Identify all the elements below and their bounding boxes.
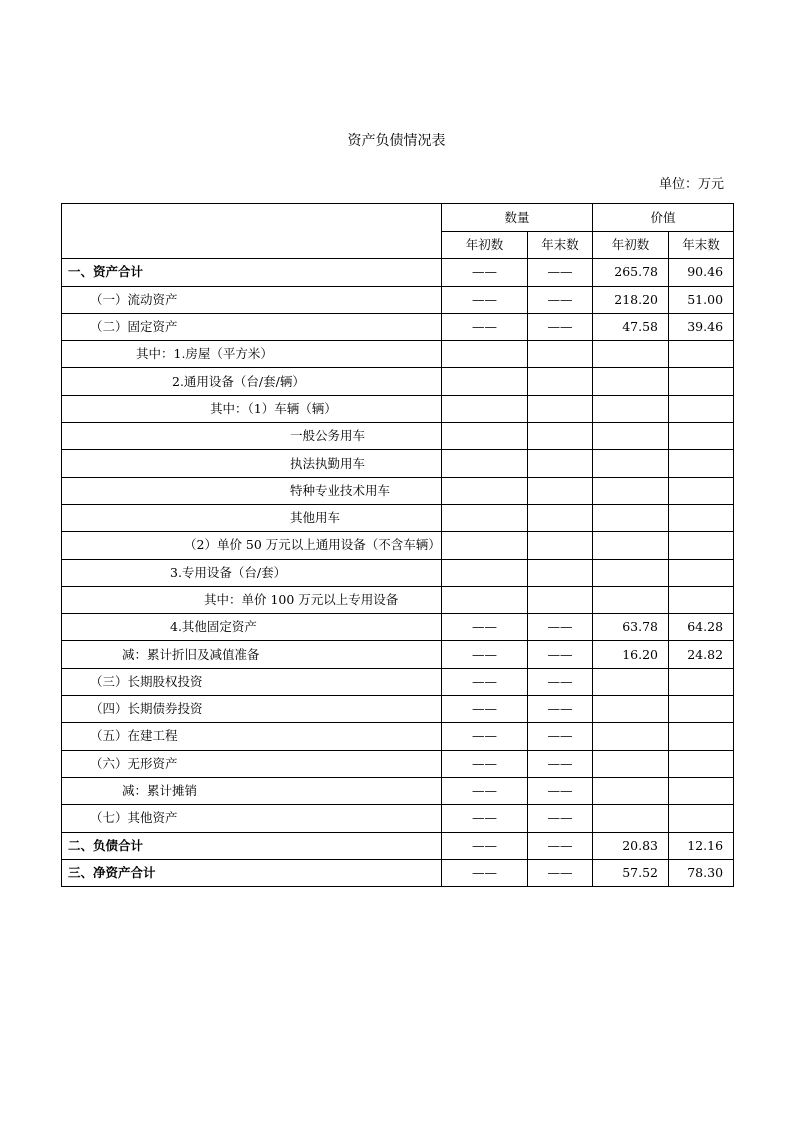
quantity-year-end-cell: ——: [528, 750, 593, 777]
value-year-start-cell: [593, 423, 669, 450]
row-label: 执法执勤用车: [62, 450, 442, 477]
table-header: [62, 204, 734, 259]
table-row: [62, 832, 734, 859]
quantity-year-end-cell: [528, 559, 593, 586]
value-year-end-cell: 24.82: [669, 641, 734, 668]
quantity-year-start-cell: ——: [442, 286, 528, 313]
value-year-start-cell: [593, 668, 669, 695]
row-label: 2.通用设备（台/套/辆）: [62, 368, 442, 395]
value-year-start-cell: 63.78: [593, 614, 669, 641]
quantity-year-end-cell: ——: [528, 668, 593, 695]
value-year-end-cell: 64.28: [669, 614, 734, 641]
table-row: [62, 313, 734, 340]
quantity-year-start-cell: [442, 504, 528, 531]
table-row: [62, 395, 734, 422]
quantity-year-start-cell: [442, 341, 528, 368]
value-year-end-cell: [669, 668, 734, 695]
quantity-year-start-cell: ——: [442, 723, 528, 750]
value-year-start-cell: [593, 450, 669, 477]
quantity-year-start-cell: [442, 395, 528, 422]
value-year-end-cell: 51.00: [669, 286, 734, 313]
row-label: 其中：单价 100 万元以上专用设备: [62, 586, 442, 613]
table-row: [62, 504, 734, 531]
quantity-year-start-cell: ——: [442, 805, 528, 832]
quantity-year-end-cell: [528, 532, 593, 559]
row-label: 减：累计折旧及减值准备: [62, 641, 442, 668]
value-year-start-cell: [593, 559, 669, 586]
value-year-start-cell: [593, 777, 669, 804]
row-label: （五）在建工程: [62, 723, 442, 750]
table-row: [62, 805, 734, 832]
quantity-year-start-cell: ——: [442, 777, 528, 804]
table-row: [62, 641, 734, 668]
row-label: （七）其他资产: [62, 805, 442, 832]
value-year-end-cell: [669, 368, 734, 395]
quantity-year-end-cell: ——: [528, 286, 593, 313]
value-year-end-cell: [669, 559, 734, 586]
quantity-year-end-cell: [528, 341, 593, 368]
quantity-year-start-cell: [442, 450, 528, 477]
row-label: 一般公务用车: [62, 423, 442, 450]
quantity-year-end-cell: [528, 423, 593, 450]
quantity-year-start-cell: [442, 423, 528, 450]
quantity-year-end-cell: ——: [528, 777, 593, 804]
value-year-start-cell: 20.83: [593, 832, 669, 859]
quantity-year-start-cell: [442, 532, 528, 559]
value-year-end-cell: [669, 504, 734, 531]
quantity-year-end-cell: [528, 477, 593, 504]
row-label: 3.专用设备（台/套）: [62, 559, 442, 586]
row-label: 其中：（1）车辆（辆）: [62, 395, 442, 422]
value-year-end-cell: [669, 395, 734, 422]
value-year-end-cell: [669, 532, 734, 559]
page-title: 资产负债情况表: [347, 133, 446, 149]
quantity-year-end-cell: ——: [528, 696, 593, 723]
quantity-year-end-cell: ——: [528, 614, 593, 641]
table-row: [62, 859, 734, 886]
header-quantity-year-end: 年末数: [528, 232, 593, 259]
quantity-year-start-cell: ——: [442, 641, 528, 668]
value-year-end-cell: 39.46: [669, 313, 734, 340]
quantity-year-end-cell: [528, 504, 593, 531]
table-row: [62, 614, 734, 641]
value-year-start-cell: 218.20: [593, 286, 669, 313]
value-year-end-cell: [669, 586, 734, 613]
quantity-year-end-cell: ——: [528, 641, 593, 668]
row-label: （2）单价 50 万元以上通用设备（不含车辆）: [62, 532, 442, 559]
table-row: [62, 477, 734, 504]
quantity-year-end-cell: [528, 395, 593, 422]
row-label: （六）无形资产: [62, 750, 442, 777]
quantity-year-start-cell: ——: [442, 750, 528, 777]
row-label: 4.其他固定资产: [62, 614, 442, 641]
table-row: [62, 368, 734, 395]
quantity-year-start-cell: [442, 559, 528, 586]
row-label: 三、净资产合计: [62, 859, 442, 886]
table-row: [62, 586, 734, 613]
value-year-start-cell: [593, 368, 669, 395]
quantity-year-end-cell: [528, 368, 593, 395]
table-row: [62, 723, 734, 750]
table-row: [62, 696, 734, 723]
table-row: [62, 532, 734, 559]
row-label: 减：累计摊销: [62, 777, 442, 804]
value-year-start-cell: 265.78: [593, 259, 669, 286]
row-label: 二、负债合计: [62, 832, 442, 859]
row-label: 一、资产合计: [62, 259, 442, 286]
value-year-start-cell: 57.52: [593, 859, 669, 886]
value-year-end-cell: [669, 450, 734, 477]
quantity-year-end-cell: ——: [528, 805, 593, 832]
row-label: （三）长期股权投资: [62, 668, 442, 695]
table-row: [62, 668, 734, 695]
table-row: [62, 777, 734, 804]
value-year-end-cell: [669, 805, 734, 832]
value-year-start-cell: [593, 504, 669, 531]
quantity-year-end-cell: ——: [528, 259, 593, 286]
balance-sheet-table: [61, 203, 734, 887]
header-blank-cell: [62, 204, 442, 259]
row-label: （二）固定资产: [62, 313, 442, 340]
quantity-year-start-cell: ——: [442, 614, 528, 641]
value-year-end-cell: 12.16: [669, 832, 734, 859]
value-year-end-cell: [669, 723, 734, 750]
value-year-end-cell: [669, 696, 734, 723]
quantity-year-start-cell: ——: [442, 859, 528, 886]
quantity-year-start-cell: ——: [442, 696, 528, 723]
value-year-start-cell: [593, 696, 669, 723]
quantity-year-end-cell: ——: [528, 313, 593, 340]
value-year-start-cell: 47.58: [593, 313, 669, 340]
quantity-year-end-cell: ——: [528, 832, 593, 859]
quantity-year-end-cell: ——: [528, 723, 593, 750]
row-label: （一）流动资产: [62, 286, 442, 313]
quantity-year-start-cell: ——: [442, 313, 528, 340]
value-year-end-cell: [669, 341, 734, 368]
table-row: [62, 423, 734, 450]
unit-label: 单位：万元: [658, 177, 724, 192]
header-value-year-end: 年末数: [669, 232, 734, 259]
value-year-start-cell: [593, 477, 669, 504]
value-year-start-cell: [593, 750, 669, 777]
value-year-end-cell: 90.46: [669, 259, 734, 286]
quantity-year-start-cell: ——: [442, 668, 528, 695]
quantity-year-start-cell: [442, 477, 528, 504]
value-year-start-cell: [593, 723, 669, 750]
header-quantity-year-start: 年初数: [442, 232, 528, 259]
value-year-start-cell: [593, 805, 669, 832]
quantity-year-end-cell: ——: [528, 859, 593, 886]
value-year-start-cell: [593, 532, 669, 559]
quantity-year-end-cell: [528, 450, 593, 477]
table-row: [62, 559, 734, 586]
header-value: 价值: [593, 204, 734, 232]
table-row: [62, 259, 734, 286]
value-year-end-cell: [669, 477, 734, 504]
row-label: 其中：1.房屋（平方米）: [62, 341, 442, 368]
table-body: [62, 259, 734, 887]
header-value-year-start: 年初数: [593, 232, 669, 259]
row-label: 特种专业技术用车: [62, 477, 442, 504]
quantity-year-end-cell: [528, 586, 593, 613]
value-year-end-cell: 78.30: [669, 859, 734, 886]
table-row: [62, 750, 734, 777]
value-year-start-cell: [593, 341, 669, 368]
value-year-end-cell: [669, 423, 734, 450]
quantity-year-start-cell: ——: [442, 832, 528, 859]
value-year-end-cell: [669, 750, 734, 777]
header-quantity: 数量: [442, 204, 593, 232]
table-row: [62, 341, 734, 368]
value-year-start-cell: [593, 586, 669, 613]
value-year-start-cell: 16.20: [593, 641, 669, 668]
row-label: （四）长期债券投资: [62, 696, 442, 723]
table-row: [62, 450, 734, 477]
row-label: 其他用车: [62, 504, 442, 531]
table-row: [62, 286, 734, 313]
quantity-year-start-cell: [442, 368, 528, 395]
quantity-year-start-cell: [442, 586, 528, 613]
quantity-year-start-cell: ——: [442, 259, 528, 286]
value-year-end-cell: [669, 777, 734, 804]
value-year-start-cell: [593, 395, 669, 422]
